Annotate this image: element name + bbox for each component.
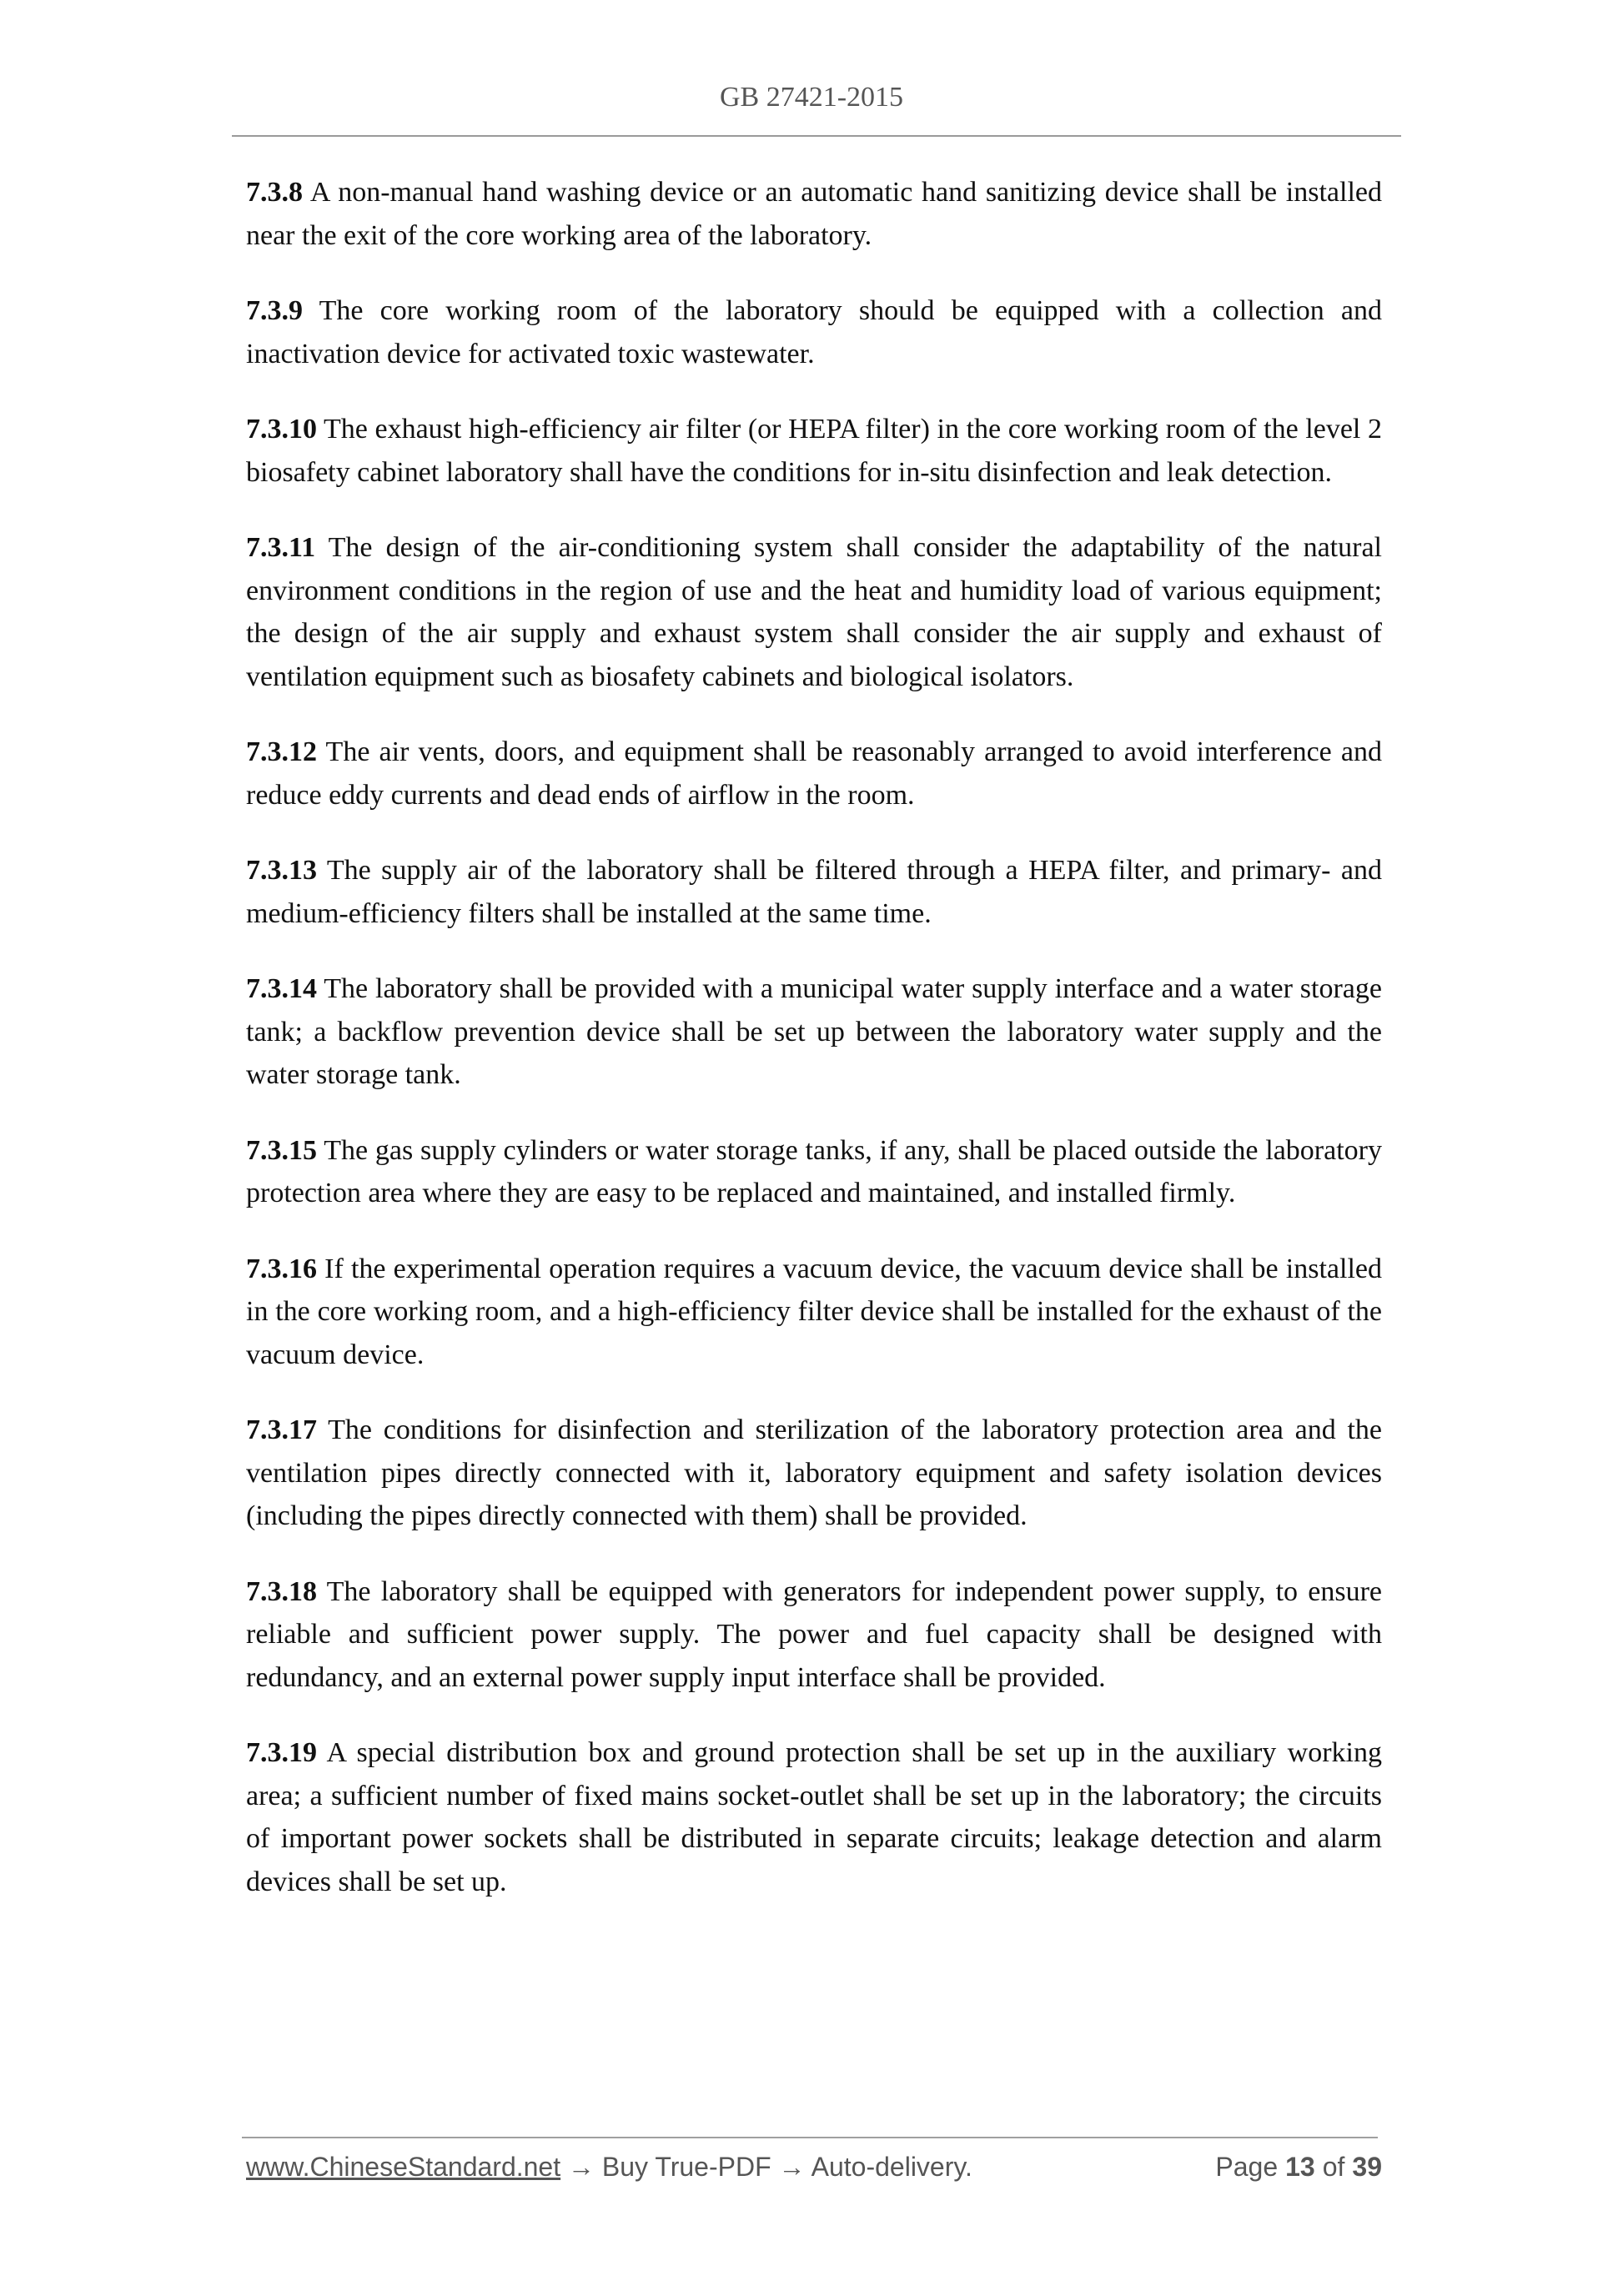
clause-text: The gas supply cylinders or water storage tanks, if any, shall be placed outside the laboratory protection area where they are easy to be replaced and maintained, and installed firmly.	[246, 1134, 1382, 1208]
clause-text: A non-manual hand washing device or an automatic hand sanitizing device shall be installed near the exit of the core working area of the laboratory.	[246, 177, 1382, 251]
clause-7-3-11	[246, 526, 1382, 698]
page-footer	[246, 2152, 1382, 2183]
footer-promo-text: → Buy True-PDF → Auto-delivery.	[560, 2152, 972, 2182]
document-body	[246, 171, 1382, 1936]
clause-7-3-14	[246, 967, 1382, 1097]
current-page-number: 13	[1285, 2152, 1315, 2182]
page-label: Page	[1215, 2152, 1279, 2182]
clause-number: 7.3.14	[246, 973, 317, 1004]
clause-text: The exhaust high-efficiency air filter (or HEPA filter) in the core working room of the level 2 biosafety cabinet laboratory shall have the conditions for in-situ disinfection and leak detection.	[246, 414, 1382, 488]
clause-number: 7.3.13	[246, 855, 317, 886]
clause-number: 7.3.17	[246, 1414, 317, 1445]
clause-text: The core working room of the laboratory should be equipped with a collection and inactivation device for activated toxic wastewater.	[246, 295, 1382, 369]
clause-7-3-19	[246, 1731, 1382, 1903]
footer-promo	[246, 2152, 972, 2183]
clause-7-3-17	[246, 1409, 1382, 1538]
total-pages-number: 39	[1352, 2152, 1382, 2182]
clause-text: The supply air of the laboratory shall be filtered through a HEPA filter, and primary- and medium-efficiency filters shall be installed at the same time.	[246, 855, 1383, 929]
chinesestandard-link[interactable]: www.ChineseStandard.net	[246, 2152, 561, 2182]
clause-7-3-12	[246, 731, 1382, 816]
clause-number: 7.3.9	[246, 295, 303, 326]
clause-number: 7.3.16	[246, 1253, 317, 1284]
clause-number: 7.3.8	[246, 177, 303, 208]
clause-7-3-13	[246, 849, 1382, 935]
clause-7-3-9	[246, 289, 1382, 375]
clause-7-3-10	[246, 408, 1382, 494]
page-of-label: of	[1322, 2152, 1345, 2182]
clause-text: The conditions for disinfection and sterilization of the laboratory protection area and the ventilation pipes directly connected with it, laboratory equipment and safety isolation devices (including the pipes directly connected with them) shall be provided.	[246, 1414, 1382, 1531]
clause-number: 7.3.18	[246, 1575, 317, 1607]
clause-text: The design of the air-conditioning system shall consider the adaptability of the natural environment conditions in the region of use and the heat and humidity load of various equipment; the design of the air supply and exhaust system shall consider the air supply and exhaust of ventilation equipment such as biosafety cabinets and biological isolators.	[246, 532, 1382, 692]
header-divider	[232, 135, 1401, 137]
clause-number: 7.3.10	[246, 414, 317, 445]
clause-7-3-18	[246, 1570, 1382, 1700]
clause-7-3-8	[246, 171, 1382, 257]
page-indicator	[1215, 2152, 1382, 2183]
clause-number: 7.3.15	[246, 1134, 317, 1166]
clause-text: The laboratory shall be equipped with generators for independent power supply, to ensure reliable and sufficient power supply. The power and fuel capacity shall be designed with redundancy, and an external power supply input interface shall be provided.	[246, 1575, 1383, 1693]
clause-text: If the experimental operation requires a vacuum device, the vacuum device shall be installed in the core working room, and a high-efficiency filter device shall be installed for the exhaust of the vacuum device.	[246, 1253, 1382, 1370]
clause-text: A special distribution box and ground protection shall be set up in the auxiliary working area; a sufficient number of fixed mains socket-outlet shall be set up in the laboratory; the circuits of important power sockets shall be distributed in separate circuits; leakage detection and alarm devices shall be set up.	[246, 1737, 1383, 1897]
clause-number: 7.3.12	[246, 736, 317, 767]
clause-number: 7.3.11	[246, 532, 316, 563]
clause-number: 7.3.19	[246, 1737, 317, 1768]
clause-7-3-15	[246, 1129, 1382, 1215]
footer-divider	[242, 2137, 1378, 2138]
clause-text: The air vents, doors, and equipment shall be reasonably arranged to avoid interference and reduce eddy currents and dead ends of airflow in the room.	[246, 736, 1382, 811]
header-standard-id: GB 27421-2015	[719, 82, 904, 113]
clause-7-3-16	[246, 1248, 1382, 1377]
clause-text: The laboratory shall be provided with a municipal water supply interface and a water storage tank; a backflow prevention device shall be set up between the laboratory water supply and the water storage tank.	[246, 973, 1382, 1090]
